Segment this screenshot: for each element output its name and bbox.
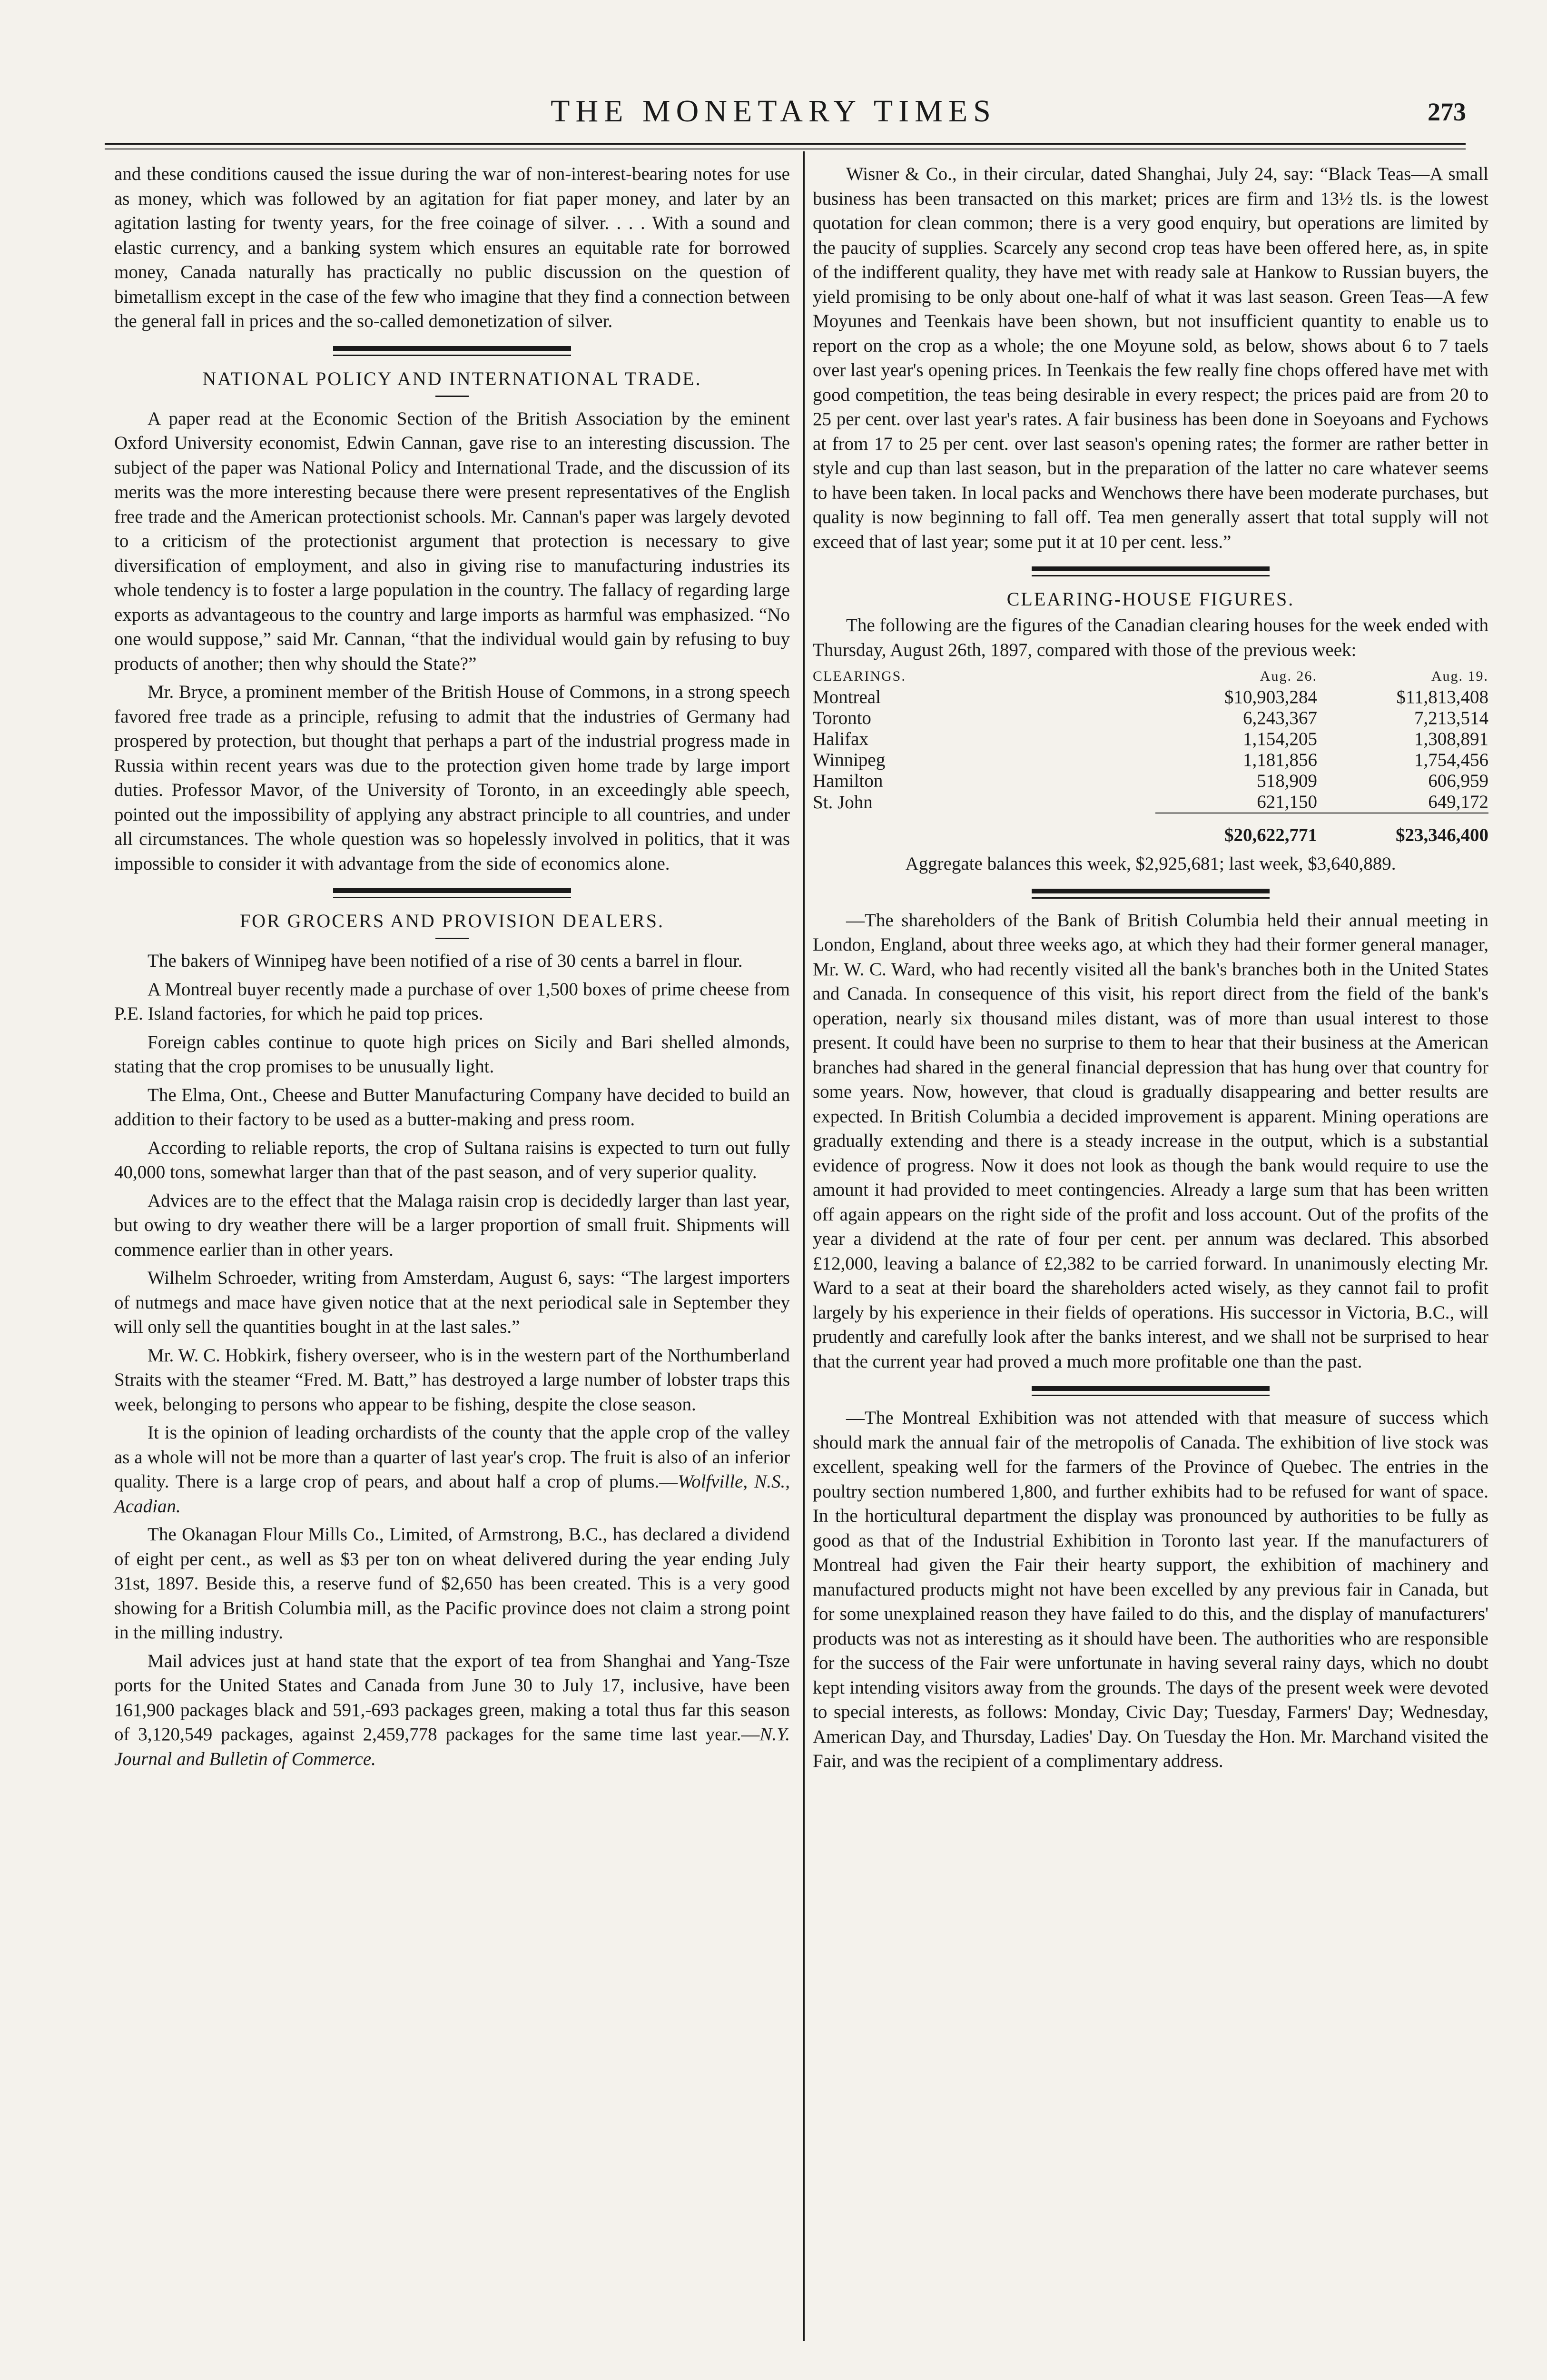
value-cell: 621,150 [1257, 792, 1317, 812]
value-cell: $10,903,284 [1224, 687, 1317, 707]
section-separator [1032, 889, 1270, 899]
heading-dash [435, 396, 469, 397]
column-header-aug-19: Aug. 19. [1431, 668, 1488, 684]
table-row [813, 771, 1488, 792]
value-cell: 649,172 [1428, 792, 1488, 812]
grocers-item-text: It is the opinion of leading orchardists of the county that the apple crop of the valley as a whole will not be more than a quarter of last year's crop. The fruit is also of an inferior quality. There is a large crop of pears, and about half a crop of plums.— [114, 1422, 790, 1492]
total-aug-19: $23,346,400 [1317, 813, 1488, 846]
grocers-item: Foreign cables continue to quote high prices on Sicily and Bari shelled almonds, stating that the crop promises to be unusually light. [114, 1031, 790, 1077]
value-cell: 1,154,205 [1243, 729, 1317, 749]
grocers-item: Mr. W. C. Hobkirk, fishery overseer, who is in the western part of the Northumberland Straits with the steamer “Fred. M. Batt,” has destroyed a large number of lobster traps this week, belonging to persons who appear to be fishing, despite the close season. [114, 1345, 790, 1415]
table-row [813, 792, 1488, 813]
bimetallism-continuation: and these conditions caused the issue during the war of non-interest-bearing notes for use as money, which was followed by an agitation for fiat paper money, and later by an agitation lasting for twenty years, for the free coinage of silver. . . . With a sound and elastic currency, and a banking system which ensures an equitable rate for borrowed money, Canada naturally has practically no public discussion on the question of bimetallism except in the case of the few who imagine that they find a connection between the general fall in prices and the so-called demonetization of silver. [114, 164, 790, 331]
column-header-clearings: CLEARINGS. [813, 668, 906, 684]
grocers-item-source: N.Y. Journal and Bulletin of Commerce. [114, 1724, 790, 1769]
value-cell: 7,213,514 [1414, 708, 1488, 728]
city-cell: Hamilton [813, 771, 883, 791]
city-cell: Halifax [813, 729, 868, 749]
grocers-item: Wilhelm Schroeder, writing from Amsterdam, August 6, says: “The largest importers of nutmegs and mace have given notice that at the next periodical sale in September they will only sell the quantities bought in at the last sales.” [114, 1268, 790, 1337]
column-divider [803, 151, 805, 2341]
grocers-item [114, 1420, 790, 1518]
tea-report-paragraph: Wisner & Co., in their circular, dated Shanghai, July 24, say: “Black Teas—A small business has been transacted on this market; prices are firm and 13½ tls. is the lowest quotation for clean common; there is a very good enquiry, but operations are limited by the paucity of supplies. Scarcely any second crop teas have been offered here, as, in spite of the indifferent quality, they have met with ready sale at Hankow to Russian buyers, the yield promising to be only about one-half of what it was last season. Green Teas—A few Moyunes and Teenkais have been shown, but not insufficient quantity to enable us to report on the crop as a whole; the one Moyune sold, as below, shows about 6 to 7 taels over last year's opening prices. In Teenkais the few really fine chops offered have met with good competition, the teas being desirable in every respect; the prices paid are from 20 to 25 per cent. over last year's rates. A fair business has been done in Soeyoans and Fychows at from 17 to 25 per cent. over last season's opening rates; the former are rather better in style and cup than last season, but in the preparation of the latter no care whatever seems to have been taken. In local packs and Wenchows there have been moderate purchases, but quality is now beginning to fall off. Tea men generally assert that total supply will not exceed that of last year; some put it at 10 per cent. less.” [813, 164, 1488, 552]
city-cell: Toronto [813, 708, 871, 728]
clearing-house-heading: CLEARING-HOUSE FIGURES. [1006, 588, 1295, 610]
clearing-house-table [813, 666, 1488, 846]
aggregate-balances: Aggregate balances this week, $2,925,681; last week, $3,640,889. [905, 853, 1396, 874]
value-cell: 6,243,367 [1243, 708, 1317, 728]
left-column [114, 162, 790, 1775]
national-policy-paragraph: Mr. Bryce, a prominent member of the British House of Commons, in a strong speech favored free trade as a principle, refusing to admit that the industries of Germany had prospered by protection, but thought that perhaps a part of the industrial progress made in Russia within recent years was due to the protection given home trade by large import duties. Professor Mavor, of the University of Toronto, in an exceedingly able speech, pointed out the impossibility of applying any abstract principle to all countries, and under all circumstances. The whole question was so hopelessly involved in politics, that it was impossible to consider it with advantage from the side of economics alone. [114, 682, 790, 874]
table-row [813, 729, 1488, 750]
table-row [813, 708, 1488, 729]
value-cell: $11,813,408 [1396, 687, 1488, 707]
montreal-exhibition-paragraph: —The Montreal Exhibition was not attended with that measure of success which should mark the annual fair of the metropolis of Canada. The exhibition of live stock was excellent, speaking well for the farmers of the Province of Quebec. The entries in the poultry section numbered 1,800, and further exhibits had to be refused for want of space. In the horticultural department the display was pronounced by authorities to be fully as good as that of the Industrial Exhibition in Toronto last year. If the manufacturers of Montreal had given the Fair their hearty support, the exhibition of machinery and manufactured products might not have been excelled by any previous fair in Canada, but for some unexplained reason they have failed to do this, and the display of manufacturers' products was not as interesting as it should have been. The authorities who are responsible for the success of the Fair were unfortunate in having several rainy days, which no doubt kept intending visitors away from the grounds. The days of the present week were devoted to special interests, as follows: Monday, Civic Day; Tuesday, Farmers' Day; Wednesday, American Day, and Thursday, Ladies' Day. On Tuesday the Hon. Mr. Marchand visited the Fair, and was the recipient of a complimentary address. [813, 1408, 1488, 1771]
grocers-heading: FOR GROCERS AND PROVISION DEALERS. [239, 910, 665, 932]
total-label-cell [813, 813, 1155, 846]
right-column [813, 162, 1488, 1777]
section-separator [1032, 566, 1270, 576]
national-policy-heading: NATIONAL POLICY AND INTERNATIONAL TRADE. [202, 367, 702, 389]
spacer [813, 1396, 1488, 1406]
bank-of-bc-paragraph: —The shareholders of the Bank of British Columbia held their annual meeting in London, England, about three weeks ago, at which they had their former general manager, Mr. W. C. Ward, who had recently visited all the bank's branches both in the United States and Canada. In consequence of this visit, his report direct from the field of the bank's operation, nearly six thousand miles distant, was of more than usual interest to those present. It could have been no surprise to them to hear that their business at the American branches had shared in the general financial depression that has hung over that country for some years. Now, however, that cloud is gradually disappearing and better results are expected. In British Columbia a decided improvement is apparent. Mining operations are gradually extending and there is a steady increase in the output, which is a substantial evidence of progress. Now it does not look as though the bank would require to use the amount it had provided to meet contingencies. Already a large sum that has been written off again appears on the right side of the profit and loss account. Out of the profits of the year a dividend at the rate of four per cent. per annum was declared. This absorbed £12,000, leaving a balance of £2,382 to be carried forward. In unanimously electing Mr. Ward to a seat at their board the shareholders acted wisely, as they cannot fail to profit largely by his experience in their fields of operations. His successor in Victoria, B.C., will prudently and carefully look after the banks interest, and we shall not be surprised to hear that the current year had proved a much more profitable one than the past. [813, 910, 1488, 1372]
city-cell: Montreal [813, 687, 881, 707]
clearing-house-intro: The following are the figures of the Canadian clearing houses for the week ended with Thursday, August 26th, 1897, compared with those of the previous week: [813, 615, 1488, 660]
grocers-item-source: Wolfville, N.S., Acadian. [114, 1471, 790, 1517]
table-total-row [813, 813, 1488, 846]
value-cell: 606,959 [1428, 771, 1488, 791]
city-cell: St. John [813, 792, 873, 813]
grocers-item: The Elma, Ont., Cheese and Butter Manufacturing Company have decided to build an addition to their factory to be used as a butter-making and press room. [114, 1084, 790, 1130]
masthead [0, 93, 1547, 136]
grocers-item-text: Mail advices just at hand state that the export of tea from Shanghai and Yang-Tsze ports for the United States and Canada from June 30 to July 17, inclusive, have been 161,900 packages black and 591,-693 packages green, making a total thus far this season of 3,120,549 packages, against 2,459,778 packages for the same time last year.— [114, 1650, 790, 1745]
total-aug-26: $20,622,771 [1155, 813, 1317, 846]
page-number: 273 [1428, 98, 1466, 126]
grocers-item: A Montreal buyer recently made a purchase of over 1,500 boxes of prime cheese from P.E. Island factories, for which he paid top prices. [114, 979, 790, 1024]
section-separator [333, 888, 571, 898]
value-cell: 1,181,856 [1243, 750, 1317, 770]
column-header-aug-26: Aug. 26. [1260, 668, 1317, 684]
table-header-row [813, 666, 1488, 687]
spacer [813, 899, 1488, 908]
table-row [813, 750, 1488, 771]
national-policy-paragraph: A paper read at the Economic Section of the British Association by the eminent Oxford University economist, Edwin Cannan, gave rise to an interesting discussion. The subject of the paper was National Policy and International Trade, and the discussion of its merits was the more interesting because there were present representatives of the English free trade and the American protectionist schools. Mr. Cannan's paper was largely devoted to a criticism of the protectionist argument that protection is necessary to give diversification of employment, and also in giving rise to manufacturing industries its whole tendency is to foster a large population in the country. The fallacy of regarding large exports as advantageous to the country and large imports as harmful was emphasized. “No one would suppose,” said Mr. Cannan, “that the individual would gain by refusing to buy products of another; then why should the State?” [114, 408, 790, 674]
grocers-item: According to reliable reports, the crop of Sultana raisins is expected to turn out fully 40,000 tons, somewhat larger than that of the past season, and of very superior quality. [114, 1137, 790, 1182]
grocers-item: The bakers of Winnipeg have been notified of a rise of 30 cents a barrel in flour. [148, 951, 743, 971]
value-cell: 1,308,891 [1414, 729, 1488, 749]
grocers-item [114, 1649, 790, 1772]
city-cell: Winnipeg [813, 750, 886, 770]
section-separator [333, 346, 571, 356]
value-cell: 1,754,456 [1414, 750, 1488, 770]
grocers-item: The Okanagan Flour Mills Co., Limited, of Armstrong, B.C., has declared a dividend of eight per cent., as well as $3 per ton on wheat delivered during the year ending July 31st, 1897. Beside this, a reserve fund of $2,650 has been created. This is a very good showing for a British Columbia mill, as the Pacific province does not claim a strong point in the milling industry. [114, 1524, 790, 1643]
grocers-item: Advices are to the effect that the Malaga raisin crop is decidedly larger than last year, but owing to dry weather there will be a larger proportion of small fruit. Shipments will commence earlier than in other years. [114, 1190, 790, 1260]
masthead-title: THE MONETARY TIMES [551, 94, 996, 129]
heading-dash [435, 938, 469, 939]
section-separator [1032, 1386, 1270, 1396]
masthead-rule [105, 143, 1466, 145]
value-cell: 518,909 [1257, 771, 1317, 791]
table-row [813, 687, 1488, 708]
